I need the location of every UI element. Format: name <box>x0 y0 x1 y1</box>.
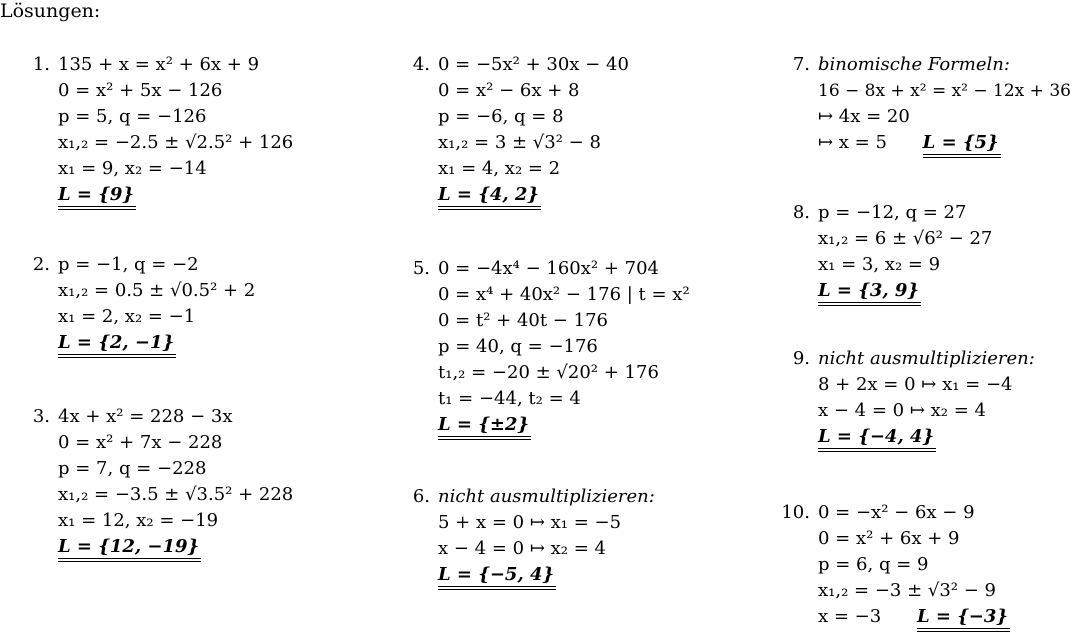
problem-number: 4. <box>412 54 430 75</box>
solution-set: L = {±2} <box>438 414 531 440</box>
solution-set: L = {3, 9} <box>818 280 921 306</box>
solution-line: p = −1, q = −2 <box>58 254 199 275</box>
solution-line: x₁,₂ = −3.5 ± √3.5² + 228 <box>58 484 294 505</box>
solution-line: 0 = x² − 6x + 8 <box>438 80 580 101</box>
solution-line: 135 + x = x² + 6x + 9 <box>58 54 260 75</box>
problem-number: 1. <box>32 54 50 75</box>
problem-number: 7. <box>792 54 810 75</box>
solution-line: x − 4 = 0 ↦ x₂ = 4 <box>818 400 986 421</box>
solution-line: p = 40, q = −176 <box>438 336 598 357</box>
problem-number: 3. <box>32 406 50 427</box>
problem-number: 8. <box>792 202 810 223</box>
solution-line: 5 + x = 0 ↦ x₁ = −5 <box>438 512 622 533</box>
solution-line: p = −12, q = 27 <box>818 202 967 223</box>
solution-line: nicht ausmultiplizieren: <box>438 486 655 507</box>
solution-line: binomische Formeln: <box>818 54 1010 75</box>
solution-line: 16 − 8x + x² = x² − 12x + 36 <box>818 81 1071 101</box>
page-title: Lösungen: <box>0 0 101 22</box>
solution-line: x = −3 <box>818 606 882 627</box>
solution-line: 8 + 2x = 0 ↦ x₁ = −4 <box>818 374 1013 395</box>
solution-line: 0 = x² + 7x − 228 <box>58 432 223 453</box>
solution-line: x₁ = 3, x₂ = 9 <box>818 254 941 275</box>
solution-line: 4x + x² = 228 − 3x <box>58 406 233 427</box>
solution-set: L = {4, 2} <box>438 184 541 210</box>
solution-line: 0 = −4x⁴ − 160x² + 704 <box>438 258 660 279</box>
solution-line: x₁,₂ = −2.5 ± √2.5² + 126 <box>58 132 294 153</box>
solution-line: x − 4 = 0 ↦ x₂ = 4 <box>438 538 606 559</box>
problem-number: 10. <box>781 502 810 523</box>
solution-line: 0 = t² + 40t − 176 <box>438 310 608 331</box>
solution-set: L = {−5, 4} <box>438 564 556 590</box>
solution-line: p = 7, q = −228 <box>58 458 207 479</box>
problem-number: 2. <box>32 254 50 275</box>
solution-line: x₁,₂ = −3 ± √3² − 9 <box>818 580 997 601</box>
solution-set: L = {5} <box>923 132 1001 158</box>
solution-line: x₁ = 2, x₂ = −1 <box>58 306 196 327</box>
solution-line: 0 = −x² − 6x − 9 <box>818 502 975 523</box>
solution-line: x₁ = 4, x₂ = 2 <box>438 158 561 179</box>
solution-line: p = 6, q = 9 <box>818 554 929 575</box>
solution-set: L = {2, −1} <box>58 332 176 358</box>
solution-line: 0 = −5x² + 30x − 40 <box>438 54 629 75</box>
solution-set: L = {−3} <box>917 606 1010 632</box>
solution-line: t₁,₂ = −20 ± √20² + 176 <box>438 362 659 383</box>
solution-line: p = 5, q = −126 <box>58 106 207 127</box>
solution-line: 0 = x² + 6x + 9 <box>818 528 960 549</box>
solution-line: p = −6, q = 8 <box>438 106 564 127</box>
solution-line: ↦ x = 5 <box>818 132 887 153</box>
solution-line: x₁ = 12, x₂ = −19 <box>58 510 219 531</box>
solution-line: x₁,₂ = 6 ± √6² − 27 <box>818 228 993 249</box>
solution-set: L = {12, −19} <box>58 536 201 562</box>
solution-line: t₁ = −44, t₂ = 4 <box>438 388 581 409</box>
solution-line: 0 = x² + 5x − 126 <box>58 80 223 101</box>
solution-line: 0 = x⁴ + 40x² − 176 | t = x² <box>438 284 690 305</box>
solution-line: nicht ausmultiplizieren: <box>818 348 1035 369</box>
problem-number: 5. <box>412 258 430 279</box>
solution-line: ↦ 4x = 20 <box>818 106 910 127</box>
solution-line: x₁,₂ = 3 ± √3² − 8 <box>438 132 601 153</box>
solution-line: x₁ = 9, x₂ = −14 <box>58 158 207 179</box>
problem-number: 6. <box>412 486 430 507</box>
problem-number: 9. <box>792 348 810 369</box>
solution-set: L = {9} <box>58 184 136 210</box>
solution-set: L = {−4, 4} <box>818 426 936 452</box>
solution-line: x₁,₂ = 0.5 ± √0.5² + 2 <box>58 280 256 301</box>
